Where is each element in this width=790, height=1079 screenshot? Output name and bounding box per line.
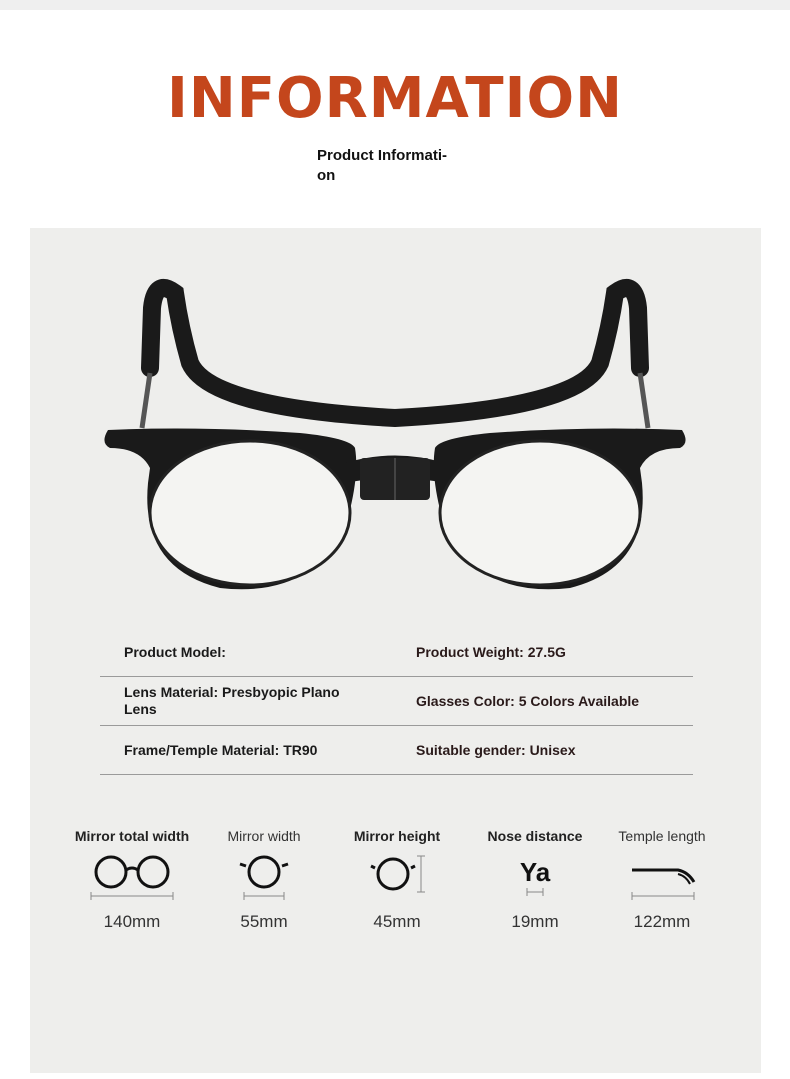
dimension-label: Nose distance — [487, 828, 583, 844]
dimension-value: 140mm — [103, 912, 161, 931]
spec-glasses-color: Glasses Color: 5 Colors Available — [416, 692, 640, 709]
page-title: INFORMATION — [167, 66, 623, 131]
lens-height-icon — [327, 848, 467, 906]
dimension-temple-length — [592, 828, 732, 932]
top-strip — [0, 0, 790, 10]
dimension-value: 55mm — [240, 912, 288, 931]
dimension-row — [30, 828, 761, 968]
full-glasses-icon — [62, 848, 202, 906]
spec-product-model: Product Model: — [124, 643, 226, 660]
spec-lens-material: Lens Material: Presbyopic Plano Lens — [124, 684, 340, 717]
spec-gender: Suitable gender: Unisex — [416, 741, 576, 758]
dimension-label: Mirror height — [353, 828, 441, 844]
dimension-label: Temple length — [618, 828, 706, 844]
spec-row — [100, 726, 693, 775]
spec-table — [100, 628, 693, 775]
dimension-mirror-width — [194, 828, 334, 932]
product-panel — [30, 228, 761, 1073]
single-lens-icon — [194, 848, 334, 906]
dimension-label: Mirror total width — [74, 828, 190, 844]
spec-row — [100, 628, 693, 677]
dimension-mirror-height — [327, 828, 467, 932]
dimension-nose-distance — [465, 828, 605, 932]
dimension-value: 45mm — [373, 912, 421, 931]
spec-product-weight: Product Weight: 27.5G — [416, 643, 566, 660]
nose-bridge-glyph: Ya — [519, 857, 551, 887]
spec-frame-material: Frame/Temple Material: TR90 — [124, 741, 318, 758]
dimension-label: Mirror width — [227, 828, 301, 844]
spec-row — [100, 677, 693, 726]
dimension-value: 19mm — [511, 912, 559, 931]
glasses-image — [100, 268, 690, 598]
nose-bridge-icon — [465, 848, 605, 906]
dimension-value: 122mm — [633, 912, 691, 931]
page-subtitle: Product Informati- on — [317, 147, 447, 184]
temple-arm-icon — [592, 848, 732, 906]
dimension-total-width — [62, 828, 202, 932]
